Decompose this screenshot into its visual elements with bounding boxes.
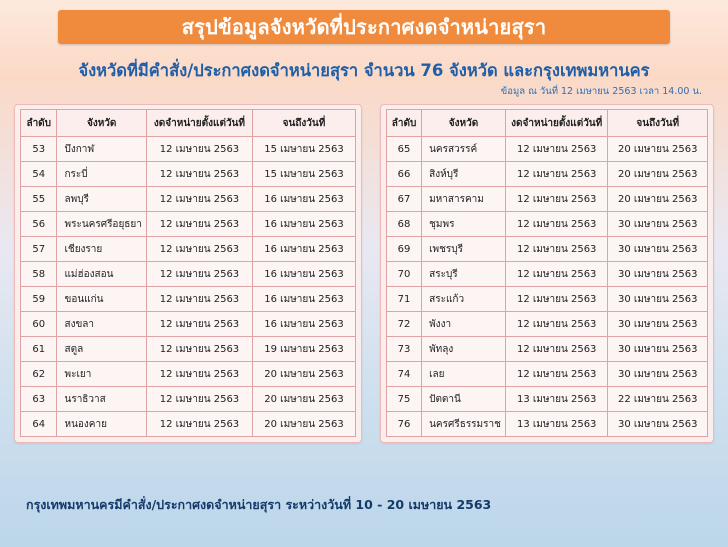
cell-from: 12 เมษายน 2563 — [505, 287, 608, 312]
page-title: สรุปข้อมูลจังหวัดที่ประกาศงดจำหน่ายสุรา — [181, 15, 547, 39]
table-row — [21, 187, 356, 212]
table-row — [21, 287, 356, 312]
table-row — [21, 237, 356, 262]
cell-to: 20 เมษายน 2563 — [608, 162, 708, 187]
cell-to: 19 เมษายน 2563 — [253, 337, 356, 362]
cell-no: 58 — [21, 262, 57, 287]
cell-from: 12 เมษายน 2563 — [505, 337, 608, 362]
column-header-from: งดจำหน่ายตั้งแต่วันที่ — [146, 110, 252, 137]
table-row — [21, 312, 356, 337]
cell-province: ลพบุรี — [57, 187, 146, 212]
cell-to: 16 เมษายน 2563 — [253, 287, 356, 312]
cell-no: 73 — [387, 337, 422, 362]
cell-to: 20 เมษายน 2563 — [253, 387, 356, 412]
cell-no: 64 — [21, 412, 57, 437]
cell-province: พระนครศรีอยุธยา — [57, 212, 146, 237]
left-table-body — [21, 137, 356, 437]
cell-no: 56 — [21, 212, 57, 237]
cell-no: 68 — [387, 212, 422, 237]
cell-province: นราธิวาส — [57, 387, 146, 412]
cell-to: 16 เมษายน 2563 — [253, 312, 356, 337]
page-subtitle: จังหวัดที่มีคำสั่ง/ประกาศงดจำหน่ายสุรา จำนวน 76 จังหวัด และกรุงเทพมหานคร — [78, 61, 650, 80]
cell-province: สงขลา — [57, 312, 146, 337]
right-province-table — [386, 109, 708, 437]
table-header-row — [21, 110, 356, 137]
cell-from: 13 เมษายน 2563 — [505, 412, 608, 437]
cell-province: ชุมพร — [422, 212, 506, 237]
table-row — [21, 412, 356, 437]
column-header-from: งดจำหน่ายตั้งแต่วันที่ — [505, 110, 608, 137]
cell-no: 71 — [387, 287, 422, 312]
table-row — [21, 362, 356, 387]
table-row — [387, 337, 708, 362]
cell-province: สระบุรี — [422, 262, 506, 287]
table-row — [387, 137, 708, 162]
footer-note: กรุงเทพมหานครมีคำสั่ง/ประกาศงดจำหน่ายสุรา ระหว่างวันที่ 10 - 20 เมษายน 2563 — [26, 497, 492, 512]
cell-no: 72 — [387, 312, 422, 337]
page-title-bar — [58, 10, 670, 44]
tables-container — [14, 104, 714, 443]
cell-no: 60 — [21, 312, 57, 337]
table-row — [21, 262, 356, 287]
cell-province: กระบี่ — [57, 162, 146, 187]
cell-from: 12 เมษายน 2563 — [146, 412, 252, 437]
cell-to: 20 เมษายน 2563 — [608, 187, 708, 212]
cell-no: 75 — [387, 387, 422, 412]
table-row — [21, 162, 356, 187]
cell-province: ปัตตานี — [422, 387, 506, 412]
cell-from: 12 เมษายน 2563 — [146, 362, 252, 387]
column-header-no: ลำดับ — [21, 110, 57, 137]
cell-from: 12 เมษายน 2563 — [146, 212, 252, 237]
cell-from: 12 เมษายน 2563 — [146, 162, 252, 187]
column-header-to: จนถึงวันที่ — [608, 110, 708, 137]
cell-to: 30 เมษายน 2563 — [608, 412, 708, 437]
cell-from: 12 เมษายน 2563 — [146, 387, 252, 412]
cell-province: พังงา — [422, 312, 506, 337]
cell-from: 12 เมษายน 2563 — [505, 362, 608, 387]
left-table-head — [21, 110, 356, 137]
cell-to: 16 เมษายน 2563 — [253, 187, 356, 212]
cell-province: สระแก้ว — [422, 287, 506, 312]
left-province-table — [20, 109, 356, 437]
column-header-to: จนถึงวันที่ — [253, 110, 356, 137]
table-header-row — [387, 110, 708, 137]
cell-to: 20 เมษายน 2563 — [253, 362, 356, 387]
cell-province: ขอนแก่น — [57, 287, 146, 312]
left-table-card — [14, 104, 362, 443]
cell-from: 12 เมษายน 2563 — [505, 237, 608, 262]
cell-to: 15 เมษายน 2563 — [253, 162, 356, 187]
cell-no: 67 — [387, 187, 422, 212]
cell-to: 30 เมษายน 2563 — [608, 337, 708, 362]
cell-to: 30 เมษายน 2563 — [608, 237, 708, 262]
table-row — [387, 362, 708, 387]
cell-province: สิงห์บุรี — [422, 162, 506, 187]
cell-to: 30 เมษายน 2563 — [608, 262, 708, 287]
cell-no: 57 — [21, 237, 57, 262]
table-row — [387, 187, 708, 212]
cell-from: 12 เมษายน 2563 — [505, 262, 608, 287]
cell-from: 12 เมษายน 2563 — [146, 237, 252, 262]
cell-province: หนองคาย — [57, 412, 146, 437]
cell-from: 12 เมษายน 2563 — [505, 187, 608, 212]
column-header-province: จังหวัด — [57, 110, 146, 137]
cell-from: 13 เมษายน 2563 — [505, 387, 608, 412]
cell-province: เชียงราย — [57, 237, 146, 262]
cell-from: 12 เมษายน 2563 — [146, 287, 252, 312]
data-timestamp: ข้อมูล ณ วันที่ 12 เมษายน 2563 เวลา 14.00 น. — [500, 86, 702, 97]
cell-no: 54 — [21, 162, 57, 187]
table-row — [387, 412, 708, 437]
table-row — [387, 312, 708, 337]
table-row — [21, 387, 356, 412]
cell-to: 22 เมษายน 2563 — [608, 387, 708, 412]
cell-from: 12 เมษายน 2563 — [505, 137, 608, 162]
cell-to: 20 เมษายน 2563 — [608, 137, 708, 162]
cell-to: 16 เมษายน 2563 — [253, 212, 356, 237]
cell-no: 55 — [21, 187, 57, 212]
table-row — [21, 212, 356, 237]
table-row — [387, 212, 708, 237]
cell-no: 62 — [21, 362, 57, 387]
cell-province: สตูล — [57, 337, 146, 362]
cell-to: 30 เมษายน 2563 — [608, 287, 708, 312]
cell-province: พะเยา — [57, 362, 146, 387]
cell-province: นครศรีธรรมราช — [422, 412, 506, 437]
cell-no: 74 — [387, 362, 422, 387]
right-table-card — [380, 104, 714, 443]
cell-no: 65 — [387, 137, 422, 162]
table-row — [21, 137, 356, 162]
cell-no: 53 — [21, 137, 57, 162]
column-header-no: ลำดับ — [387, 110, 422, 137]
cell-to: 30 เมษายน 2563 — [608, 362, 708, 387]
cell-to: 16 เมษายน 2563 — [253, 237, 356, 262]
cell-no: 61 — [21, 337, 57, 362]
cell-province: บึงกาฬ — [57, 137, 146, 162]
table-row — [387, 387, 708, 412]
table-row — [387, 162, 708, 187]
column-header-province: จังหวัด — [422, 110, 506, 137]
cell-to: 16 เมษายน 2563 — [253, 262, 356, 287]
cell-to: 30 เมษายน 2563 — [608, 312, 708, 337]
cell-province: พัทลุง — [422, 337, 506, 362]
cell-province: เลย — [422, 362, 506, 387]
cell-province: นครสวรรค์ — [422, 137, 506, 162]
table-row — [21, 337, 356, 362]
cell-from: 12 เมษายน 2563 — [505, 312, 608, 337]
table-row — [387, 287, 708, 312]
cell-from: 12 เมษายน 2563 — [146, 337, 252, 362]
right-table-head — [387, 110, 708, 137]
cell-to: 15 เมษายน 2563 — [253, 137, 356, 162]
cell-from: 12 เมษายน 2563 — [146, 137, 252, 162]
cell-from: 12 เมษายน 2563 — [146, 312, 252, 337]
cell-no: 69 — [387, 237, 422, 262]
cell-no: 66 — [387, 162, 422, 187]
cell-province: มหาสารคาม — [422, 187, 506, 212]
cell-no: 63 — [21, 387, 57, 412]
cell-province: แม่ฮ่องสอน — [57, 262, 146, 287]
table-row — [387, 262, 708, 287]
cell-no: 76 — [387, 412, 422, 437]
cell-from: 12 เมษายน 2563 — [505, 162, 608, 187]
cell-to: 30 เมษายน 2563 — [608, 212, 708, 237]
cell-from: 12 เมษายน 2563 — [505, 212, 608, 237]
right-table-body — [387, 137, 708, 437]
table-row — [387, 237, 708, 262]
cell-to: 20 เมษายน 2563 — [253, 412, 356, 437]
cell-from: 12 เมษายน 2563 — [146, 187, 252, 212]
cell-no: 70 — [387, 262, 422, 287]
cell-from: 12 เมษายน 2563 — [146, 262, 252, 287]
cell-no: 59 — [21, 287, 57, 312]
cell-province: เพชรบุรี — [422, 237, 506, 262]
